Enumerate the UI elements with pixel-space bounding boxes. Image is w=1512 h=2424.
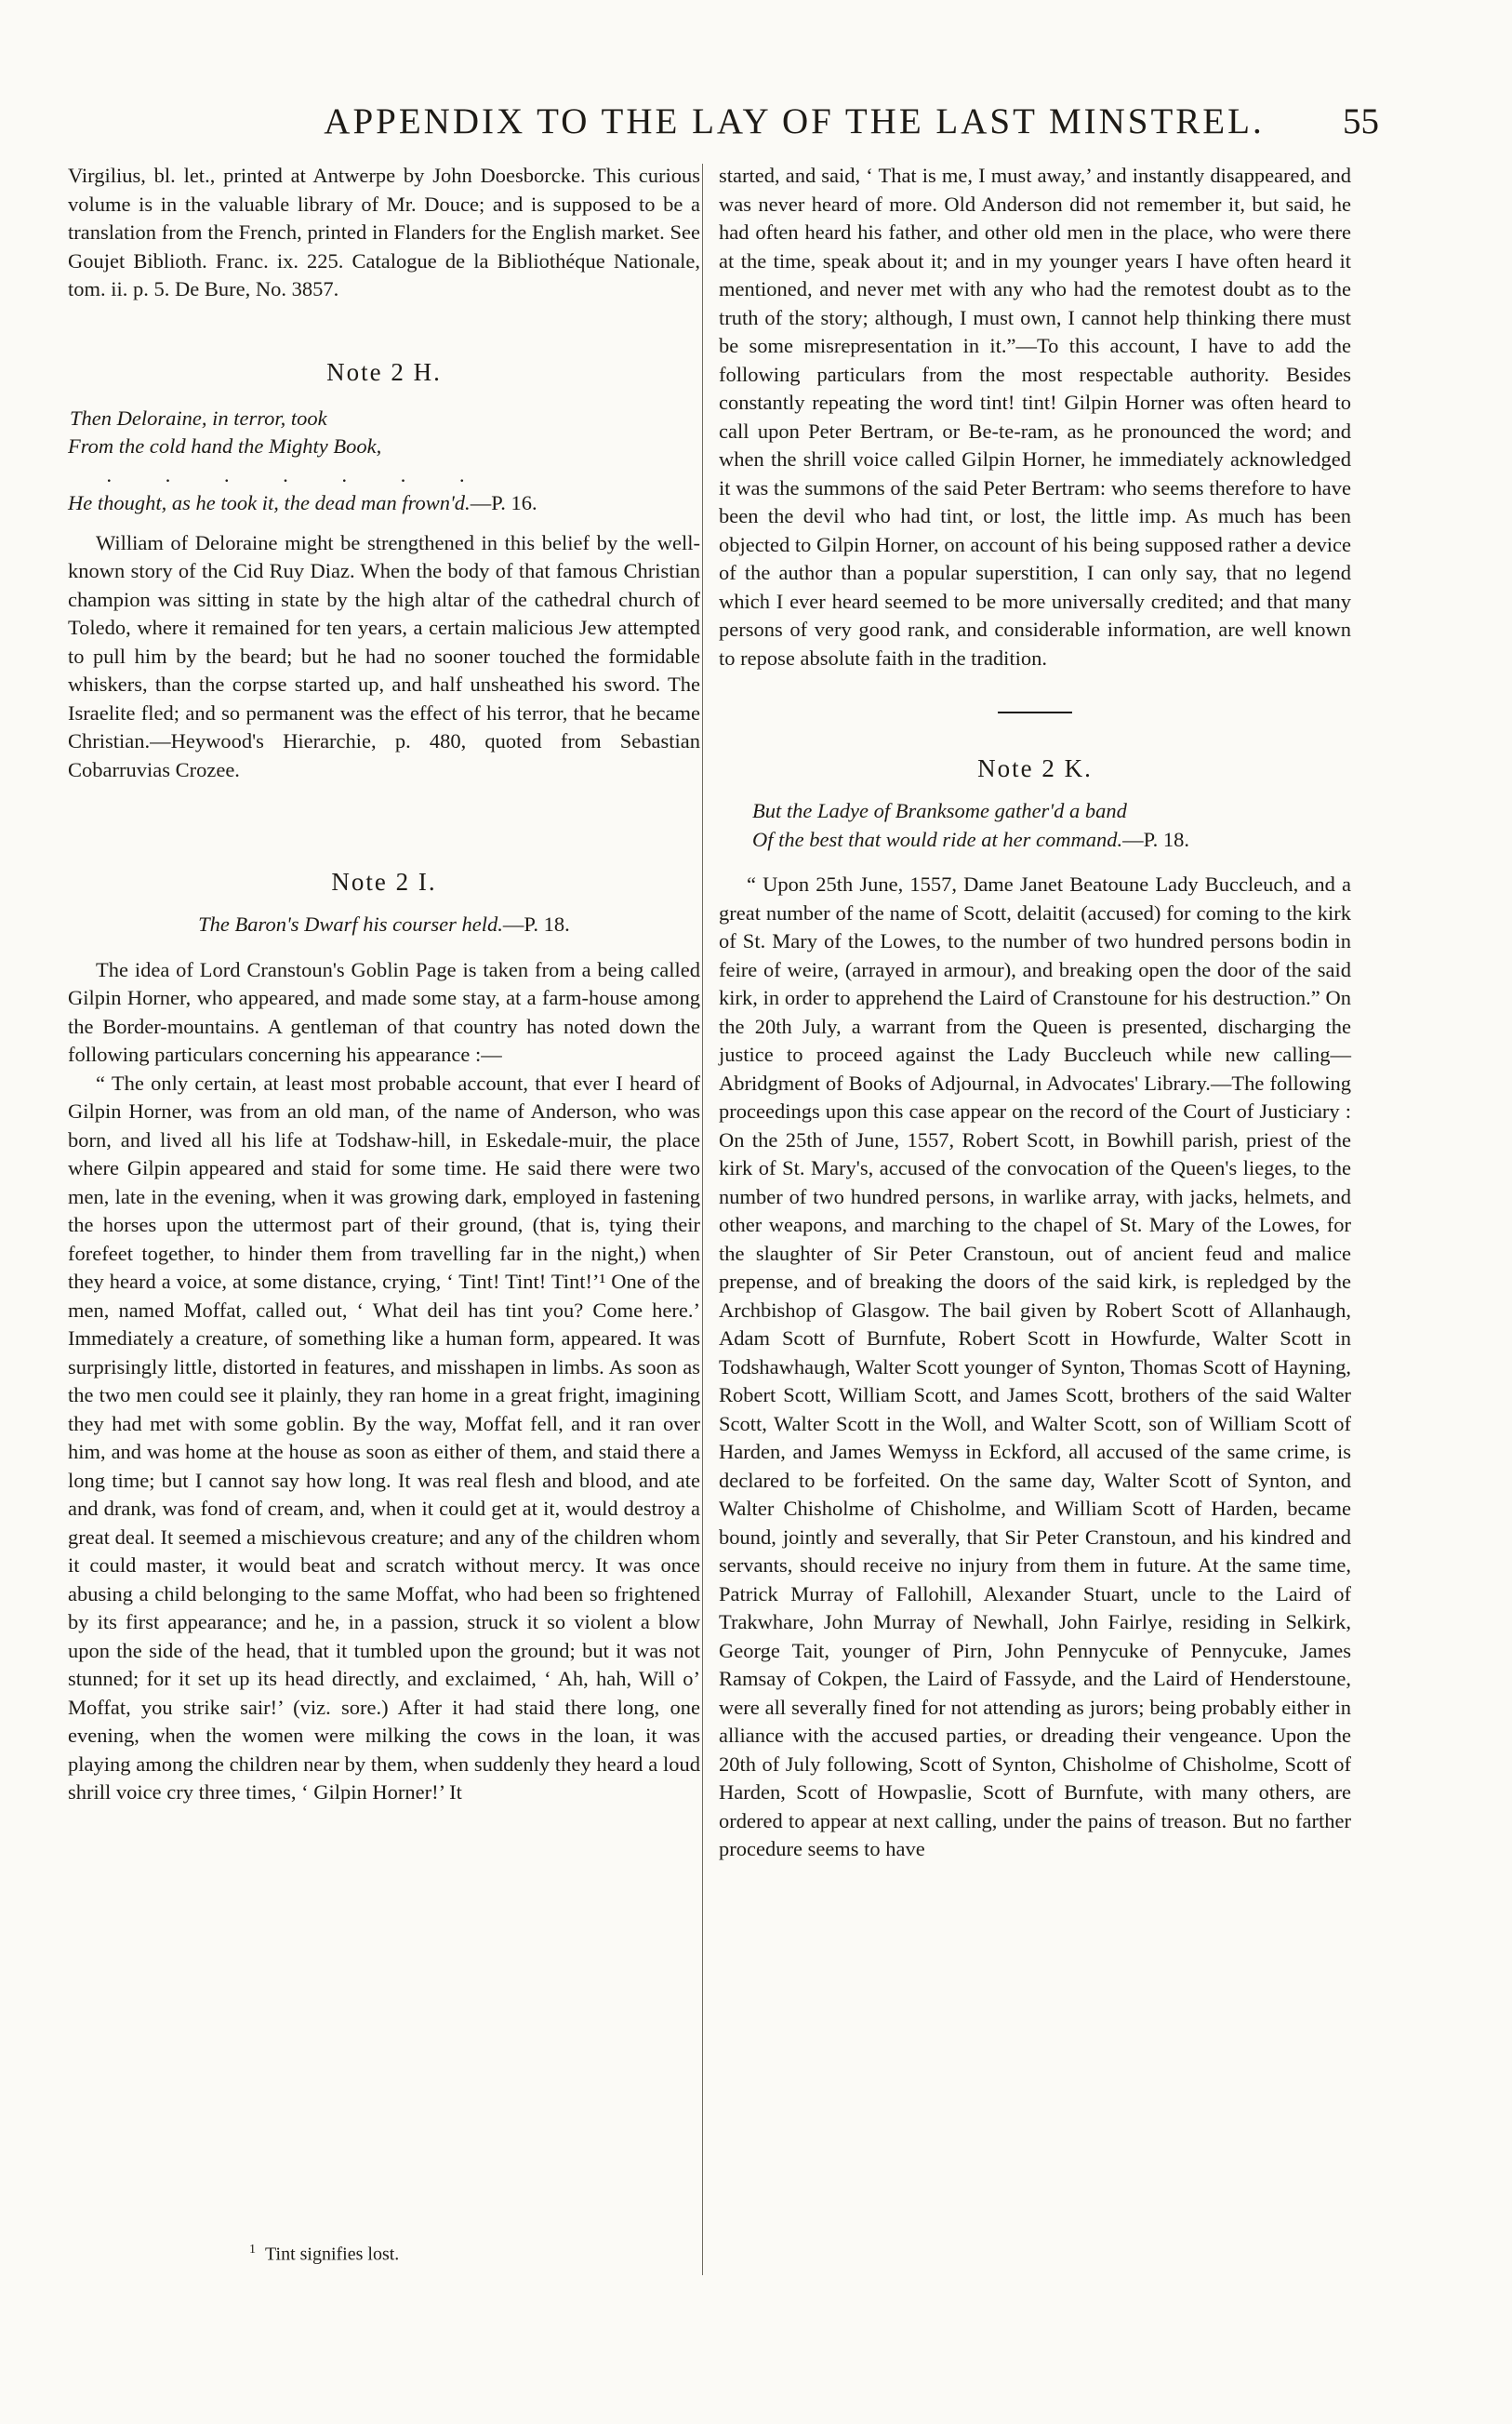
intro-paragraph: Virgilius, bl. let., printed at Antwerpe by John Doesborcke. This curious volume is in the valuable library of Mr. Douce; and is supposed to be a translation from the French, printed in Flanders for the English market. See Goujet Biblioth. Franc. ix. 225. Catalogue de la Bibliothéque Nationale, tom. ii. p. 5. De Bure, No. 3857.	[68, 164, 700, 300]
page-number: 55	[1343, 101, 1379, 141]
spacer	[68, 518, 700, 529]
spacer	[719, 784, 1351, 797]
footnote-marker: 1	[249, 2243, 256, 2257]
verse-line: Then Deloraine, in terror, took	[70, 406, 327, 430]
note-2i-quoted-account: “ The only certain, at least most probable account, that ever I heard of Gilpin Horner, was from an old man, of the name of Anderson, who was born, and lived all his life at Todshaw-hill, in Eskedale-muir, the place where Gilpin appeared and staid for some time. He said there were two men, late in the evening, when it was growing dark, employed in fastening the horses upon the uttermost part of their ground, (that is, tying their forefeet together, to hinder them from travelling far in the night,) when they heard a voice, at some distance, crying, ‘ Tint! Tint! Tint!’¹ One of the men, named Moffat, called out, ‘ What deil has tint you? Come here.’ Immediately a creature, of something like a human form, appeared. It was surprisingly little, distorted in features, and misshapen in limbs. As soon as the two men could see it plainly, they ran home in a great fright, imagining they had met with some goblin. By the way, Moffat fell, and it ran over him, and was home at the house as soon as either of them, and staid there a long time; but I cannot say how long. It was real flesh and blood, and ate and drank, was fond of cream, and, when it could get at it, would destroy a great deal. It seemed a mischievous creature; and any of the children whom it could master, it would beat and scratch without mercy. It was once abusing a child belonging to the same Moffat, who had been so frightened by its first appearance; and he, in a passion, struck it so violent a blow upon the side of the head, that it tumbled upon the ground; but it was not stunned; for it set up its head directly, and exclaimed, ‘ Ah, hah, Will o’ Moffat, you strike sair!’ (viz. sore.) After it had staid there long, one evening, when the women were milking the cows in the loan, it was playing among the children near by them, when suddenly they heard a loud shrill voice cry three times, ‘ Gilpin Horner!’ It	[68, 1071, 700, 1804]
note-2k-body: “ Upon 25th June, 1557, Dame Janet Beatoune Lady Buccleuch, and a great number of the name of Scott, delaitit (accused) for coming to the kirk of St. Mary of the Lowes, to the number of two hundred persons bodin in feire of weire, (arrayed in armour), and breaking open the door of the said kirk, in order to apprehend the Laird of Cranstoune for his destruction.” On the 20th July, a warrant from the Queen is presented, discharging the justice to proceed against the Lady Buccleuch while new calling—Abridgment of Books of Adjournal, in Advocates' Library.—The following proceedings upon this case appear on the record of the Court of Justiciary : On the 25th of June, 1557, Robert Scott, in Bowhill parish, priest of the kirk of St. Mary's, accused of the convocation of the Queen's lieges, to the number of two hundred persons, in warlike array, with jacks, helmets, and other weapons, and marching to the chapel of St. Mary of the Lowes, for the slaughter of Sir Peter Cranstoun, out of ancient feud and malice prepense, and of breaking the doors of the said kirk, is repledged by the Archbishop of Glasgow. The bail given by Robert Scott of Allanhaugh, Adam Scott of Burnfute, Robert Scott in Howfurde, Walter Scott in Todshawhaugh, Walter Scott younger of Synton, Thomas Scott of Hayning, Robert Scott, William Scott, and James Scott, brothers of the said Walter Scott, Walter Scott in the Woll, and Walter Scott, son of William Scott of Harden, and James Wemyss in Eckford, all accused of the same crime, is declared to be forfeited. On the same day, Walter Scott of Synton, and Walter Chisholme of Chisholme, and William Scott of Harden, became bound, jointly and severally, that Sir Peter Cranstoun, and his kindred and servants, should receive no injury from them in future. At the same time, Patrick Murray of Fallohill, Alexander Stuart, uncle to the Laird of Trakwhare, John Murray of Newhall, John Fairlye, residing in Selkirk, George Tait, younger of Pirn, John Pennycuke of Pennycuke, James Ramsay of Cokpen, the Laird of Fassyde, and the Laird of Henderstoune, were all severally fined for not attending as jurors; being probably either in alliance with the accused parties, or dreading their vengeance. Upon the 20th of July following, Scott of Synton, Chisholme of Chisholme, Scott of Harden, Scott of Howpaslie, Scott of Burnfute, with many others, are ordered to appear at next calling, under the pains of treason. But no farther procedure seems to have	[719, 872, 1351, 1860]
note-2i-heading: Note 2 I.	[331, 868, 437, 896]
left-column	[68, 162, 700, 1807]
spacer	[719, 673, 1351, 712]
caption-reference: —P. 18.	[502, 912, 570, 936]
caption-line-with-ref	[752, 826, 1351, 855]
note-2i-caption	[68, 911, 700, 939]
spacer	[68, 388, 700, 405]
note-2h-verse	[68, 405, 700, 518]
caption-text: The Baron's Dwarf his courser held.	[198, 912, 503, 936]
verse-ellipsis: . . . . . . .	[107, 462, 490, 486]
right-column	[719, 162, 1351, 1864]
verse-reference: —P. 16.	[470, 491, 537, 514]
verse-line: From the cold hand the Mighty Book,	[68, 434, 382, 458]
note-2k-caption	[719, 797, 1351, 854]
note-2h-heading: Note 2 H.	[326, 357, 442, 386]
note-2i-paragraph: The idea of Lord Cranstoun's Goblin Page is taken from a being called Gilpin Horner, who appeared, and made some stay, at a farm-house among the Border-mountains. A gentleman of that country has noted down the following particulars concerning his appearance :—	[68, 957, 700, 1066]
spacer	[68, 898, 700, 911]
footnote	[249, 2237, 399, 2268]
footnote-text: Tint signifies lost.	[265, 2244, 400, 2265]
note-2h-body: William of Deloraine might be strengthened in this belief by the well-known story of the Cid Ruy Diaz. When the body of that famous Christian champion was sitting in state by the high altar of the cathedral church of Toledo, where it remained for ten years, a certain malicious Jew attempted to pull him by the beard; but he had no sooner touched the formidable whiskers, than the corpse started up, and half unsheathed his sword. The Israelite fled; and so permanent was the effect of his terror, that he became Christian.—Heywood's Hierarchie, p. 480, quoted from Sebastian Cobarruvias Crozee.	[68, 530, 700, 781]
spacer	[68, 784, 700, 866]
caption-line: Of the best that would ride at her command.	[752, 827, 1123, 851]
spacer	[68, 939, 700, 956]
spacer	[719, 713, 1351, 753]
caption-line: But the Ladye of Branksome gather'd a band	[752, 799, 1127, 822]
spacer	[68, 304, 700, 356]
running-title: APPENDIX TO THE LAY OF THE LAST MINSTREL.	[324, 101, 1265, 141]
spacer	[719, 854, 1351, 871]
caption-reference: —P. 18.	[1122, 827, 1189, 851]
continued-paragraph: started, and said, ‘ That is me, I must away,’ and instantly disappeared, and was never heard of more. Old Anderson did not remember it, but said, he had often heard his father, and other old men in the place, who were there at the time, speak about it; and in my younger years I have often heard it mentioned, and never met with any who had the remotest doubt as to the truth of the story; although, I must own, I cannot help thinking there must be some misrepresentation in it.”—To this account, I have to add the following particulars from the most respectable authority. Besides constantly repeating the word tint! tint! Gilpin Horner was often heard to call upon Peter Bertram, or Be-te-ram, as he pronounced the word; and when the shrill voice called Gilpin Horner, he immediately acknowledged it was the summons of the said Peter Bertram: who seems therefore to have been the devil who had tint, or lost, the little imp. As much has been objected to Gilpin Horner, on account of his being supposed rather a device of the author than a popular superstition, I can only say, that no legend which I ever heard seemed to be more universally credited; and that many persons of very good rank, and considerable information, are well known to repose absolute faith in the tradition.	[719, 164, 1351, 670]
verse-line: He thought, as he took it, the dead man frown'd.	[68, 491, 471, 514]
note-2k-heading: Note 2 K.	[977, 754, 1093, 782]
column-divider	[702, 164, 703, 2275]
verse-line-with-ref	[68, 489, 700, 518]
running-header	[209, 89, 1379, 154]
